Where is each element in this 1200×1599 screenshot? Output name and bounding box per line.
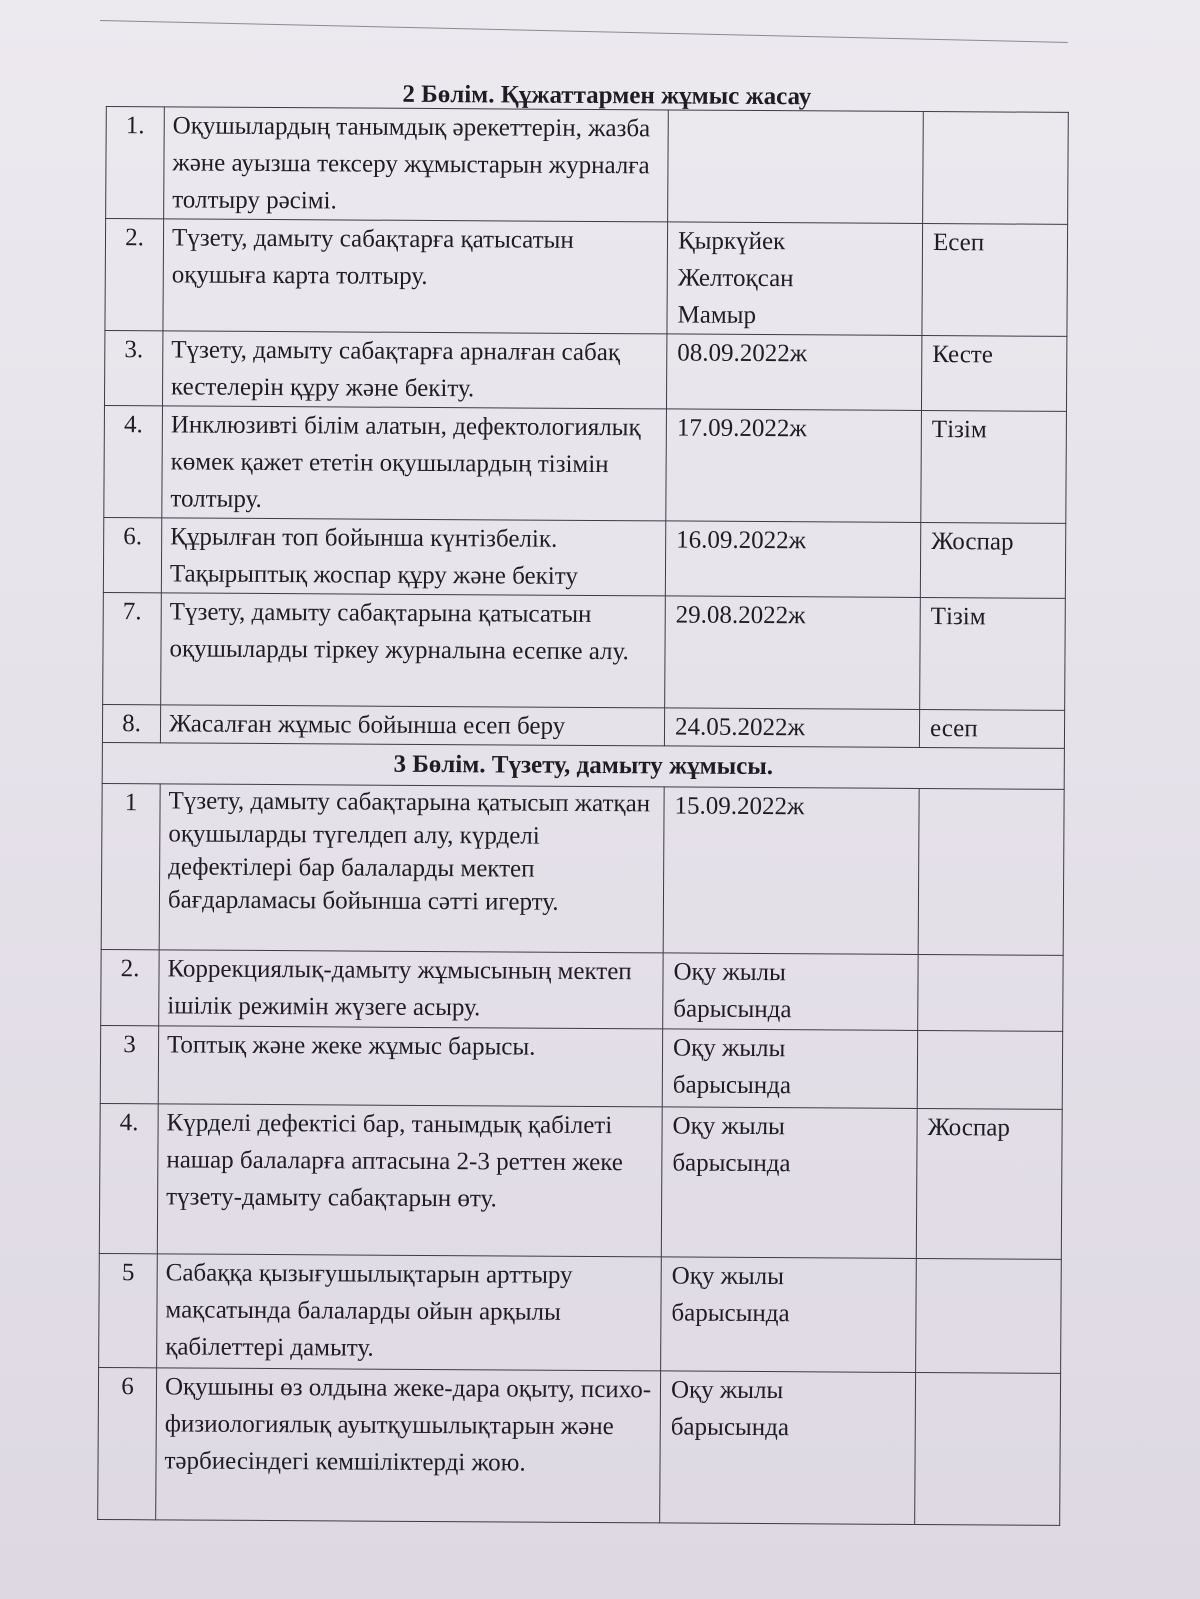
header-rule (100, 20, 1068, 43)
task-text: Оқушылардың танымдық әрекеттерін, жазба және ауызша тексеру жұмыстарын журналға толтыру рәсімі. (164, 107, 669, 222)
due-date: Қыркүйек Желтоқсан Мамыр (667, 222, 923, 336)
section-3-header-row (102, 742, 1064, 789)
row-number: 6. (103, 517, 161, 592)
row-number: 2. (101, 949, 159, 1025)
row-number: 5 (99, 1253, 158, 1367)
due-date: Оқу жылы барысында (661, 1257, 917, 1373)
table-row (99, 1103, 1062, 1259)
table-row (102, 704, 1064, 748)
table-row (103, 517, 1065, 598)
task-text: Түзету, дамыту сабақтарға арналған сабақ кестелерін құру және бекіту. (162, 331, 666, 409)
result-form: Жоспар (920, 522, 1065, 598)
row-number: 2. (105, 219, 164, 331)
table-row (100, 1025, 1062, 1109)
task-text: Топтық және жеке жұмыс барысы. (158, 1026, 662, 1107)
task-text: Инклюзивті білім алатын, дефектологиялық көмек қажет ететін оқушылардың тізімін толтыру. (162, 406, 667, 521)
row-number: 4. (99, 1103, 158, 1253)
row-number: 1. (106, 107, 165, 219)
task-text: Түзету, дамыту сабақтарына қатысатын оқушыларды тіркеу журналына есепке алу. (161, 593, 666, 708)
table-row (101, 783, 1064, 955)
table-row (101, 949, 1063, 1031)
result-form (923, 111, 1069, 224)
result-form: Есеп (922, 223, 1068, 336)
task-text: Түзету, дамыту сабақтарына қатысып жатқан оқушыларды түгелдеп алу, күрделі дефектілері бар балаларды мектеп бағдарламасы бойынша сәтті игерту. (159, 784, 664, 953)
table-row (104, 405, 1067, 523)
row-number: 6 (98, 1367, 157, 1519)
table-row (104, 330, 1066, 411)
task-text: Сабаққа қызығушылықтарын арттыру мақсатында балаларды ойын арқылы қабілеттері дамыту. (157, 1254, 662, 1371)
due-date: Оқу жылы барысында (662, 1029, 917, 1109)
section-2-rows (98, 107, 1069, 1526)
task-text: Құрылған топ бойынша күнтізбелік. Тақырыптық жоспар құру және бекіту (161, 518, 665, 596)
section-2-title: 2 Бөлім. Құжаттармен жұмыс жасау (402, 80, 812, 111)
document-body (97, 76, 1068, 1526)
row-number: 4. (104, 405, 163, 517)
due-date: Оқу жылы барысында (661, 1107, 917, 1259)
due-date: Оқу жылы барысында (663, 953, 918, 1031)
result-form (915, 1372, 1061, 1525)
table-row (105, 219, 1068, 337)
due-date: 15.09.2022ж (663, 787, 919, 955)
due-date: 17.09.2022ж (666, 409, 922, 523)
row-number: 3 (100, 1025, 158, 1103)
row-number: 3. (104, 330, 162, 405)
task-text: Күрделі дефектісі бар, танымдық қабілеті нашар балаларға аптасына 2-3 реттен жеке түзету-дамыту сабақтарын өту. (157, 1104, 662, 1257)
result-form: Тізім (920, 597, 1066, 710)
due-date: 16.09.2022ж (665, 521, 920, 598)
task-text: Коррекциялық-дамыту жұмысының мектеп ішілік режимін жүзеге асыру. (159, 950, 663, 1029)
result-form (918, 788, 1064, 955)
due-date: 24.05.2022ж (664, 708, 919, 748)
due-date: 29.08.2022ж (665, 596, 921, 710)
table-row (106, 107, 1069, 225)
table-row (99, 1253, 1062, 1373)
result-form (918, 954, 1063, 1031)
task-text: Түзету, дамыту сабақтарға қатысатын оқушыға карта толтыру. (163, 219, 668, 334)
result-form: Тізім (921, 410, 1067, 523)
plan-table (97, 106, 1069, 1526)
result-form: Жоспар (916, 1108, 1062, 1259)
row-number: 8. (102, 704, 160, 742)
result-form: Кесте (921, 335, 1066, 411)
table-row (98, 1367, 1061, 1525)
result-form (916, 1258, 1062, 1373)
row-number: 7. (103, 592, 162, 704)
result-form (917, 1030, 1062, 1109)
result-form: есеп (919, 709, 1064, 748)
section-3-title: 3 Бөлім. Түзету, дамыту жұмысы. (102, 742, 1064, 789)
table-row (103, 592, 1066, 710)
due-date: 08.09.2022ж (666, 334, 921, 411)
row-number: 1 (101, 783, 160, 949)
task-text: Жасалған жұмыс бойынша есеп беру (160, 705, 664, 746)
due-date: Оқу жылы барысында (660, 1371, 916, 1525)
due-date (668, 110, 924, 224)
task-text: Оқушыны өз олдына жеке-дара оқыту, психо-физиологиялық ауытқушылықтарын және тәрбиесіндегі кемшіліктерді жою. (156, 1368, 661, 1523)
